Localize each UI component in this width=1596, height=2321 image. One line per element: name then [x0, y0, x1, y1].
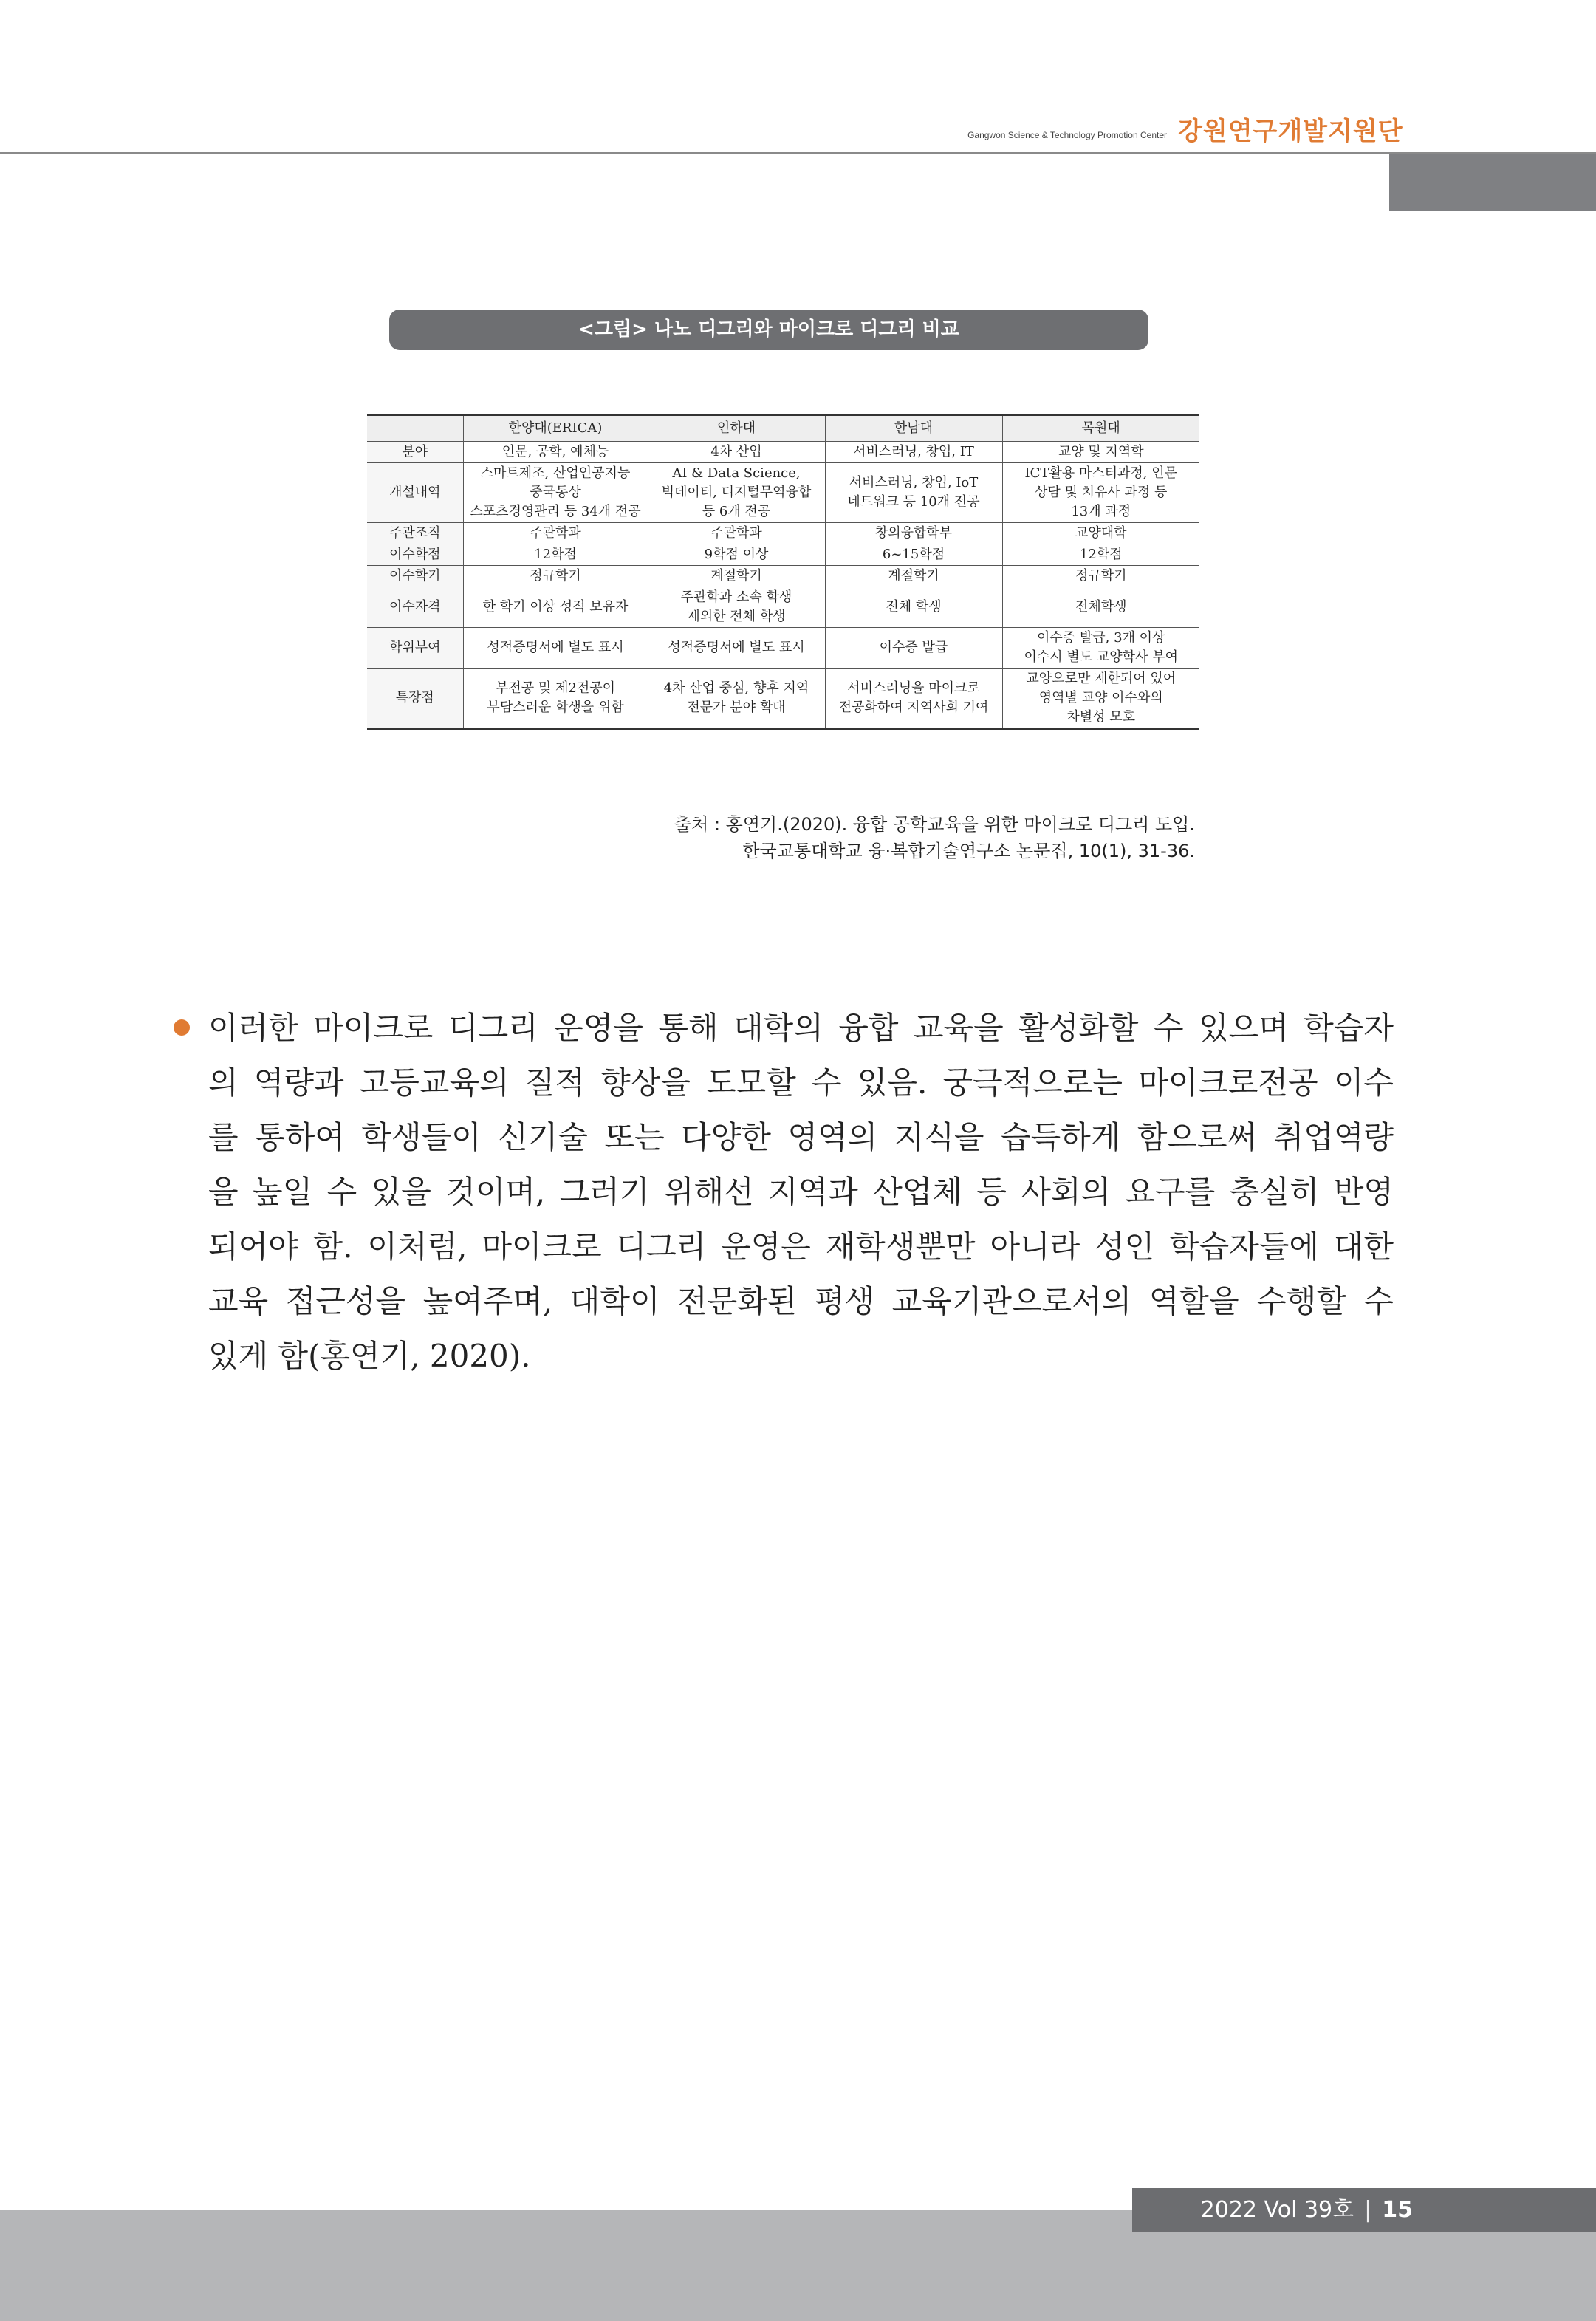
- header-divider: [0, 152, 1596, 154]
- table-cell: 주관학과: [463, 523, 648, 544]
- table-row-label: 분야: [367, 442, 463, 463]
- table-row: [367, 523, 1199, 544]
- table-cell: 주관학과: [648, 523, 825, 544]
- paragraph-line: 이러한 마이크로 디그리 운영을 통해 대학의 융합 교육을 활성화할 수 있으며 학습자: [208, 1010, 1394, 1046]
- paragraph-line: 의 역량과 고등교육의 질적 향상을 도모할 수 있음. 궁극적으로는 마이크로전공 이수: [208, 1064, 1394, 1101]
- table-cell: 12학점: [1002, 544, 1199, 566]
- table-row: [367, 544, 1199, 566]
- table-cell: 4차 산업: [648, 442, 825, 463]
- bullet-icon: [174, 1019, 190, 1036]
- table-cell: 정규학기: [1002, 566, 1199, 587]
- table-cell: 전체 학생: [825, 587, 1002, 628]
- table-row: [367, 463, 1199, 523]
- table-cell: 창의융합학부: [825, 523, 1002, 544]
- paragraph-line: 을 높일 수 있을 것이며, 그러기 위해선 지역과 산업체 등 사회의 요구를 충실히 반영: [208, 1174, 1394, 1210]
- table-cell: 12학점: [463, 544, 648, 566]
- table-header-cell: 인하대: [648, 415, 825, 442]
- table-cell: 주관학과 소속 학생 제외한 전체 학생: [648, 587, 825, 628]
- table-cell: 서비스러닝, 창업, IT: [825, 442, 1002, 463]
- footer-separator: |: [1364, 2197, 1372, 2223]
- table-row-label: 학위부여: [367, 628, 463, 669]
- table-header-row: [367, 415, 1199, 442]
- table-cell: 계절학기: [648, 566, 825, 587]
- table-cell: 이수증 발급: [825, 628, 1002, 669]
- table-cell: 9학점 이상: [648, 544, 825, 566]
- header-org-name-en: Gangwon Science & Technology Promotion Center: [967, 130, 1167, 140]
- table-header-cell: 목원대: [1002, 415, 1199, 442]
- comparison-table: [367, 414, 1199, 730]
- table-cell: 서비스러닝, 창업, IoT 네트워크 등 10개 전공: [825, 463, 1002, 523]
- table-row-label: 이수학점: [367, 544, 463, 566]
- header-org-name-ko: 강원연구개발지원단: [1178, 117, 1403, 146]
- table-cell: ICT활용 마스터과정, 인문 상담 및 치유사 과정 등 13개 과정: [1002, 463, 1199, 523]
- issue-label: 2022 Vol 39호: [1200, 2197, 1354, 2223]
- source-line: 한국교통대학교 융·복합기술연구소 논문집, 10(1), 31-36.: [742, 841, 1195, 861]
- table-cell: 계절학기: [825, 566, 1002, 587]
- body-paragraph: [208, 1001, 1394, 1384]
- table-row: [367, 442, 1199, 463]
- table-cell: 부전공 및 제2전공이 부담스러운 학생을 위함: [463, 669, 648, 729]
- table-row-label: 개설내역: [367, 463, 463, 523]
- table-cell: 6~15학점: [825, 544, 1002, 566]
- table-row-label: 이수학기: [367, 566, 463, 587]
- table-row-label: 주관조직: [367, 523, 463, 544]
- page-number: 15: [1382, 2197, 1413, 2223]
- paragraph-line: 있게 함(홍연기, 2020).: [208, 1338, 531, 1374]
- table-cell: 성적증명서에 별도 표시: [463, 628, 648, 669]
- table-cell: 성적증명서에 별도 표시: [648, 628, 825, 669]
- table-cell: 서비스러닝을 마이크로 전공화하여 지역사회 기여: [825, 669, 1002, 729]
- table-row: [367, 566, 1199, 587]
- table-cell: 전체학생: [1002, 587, 1199, 628]
- table-cell: 4차 산업 중심, 향후 지역 전문가 분야 확대: [648, 669, 825, 729]
- table-cell: 정규학기: [463, 566, 648, 587]
- table-cell: AI & Data Science, 빅데이터, 디지털무역융합 등 6개 전공: [648, 463, 825, 523]
- table-cell: 한 학기 이상 성적 보유자: [463, 587, 648, 628]
- table-cell: 교양으로만 제한되어 있어 영역별 교양 이수와의 차별성 모호: [1002, 669, 1199, 729]
- table-header-cell: 한남대: [825, 415, 1002, 442]
- table-header-cell: [367, 415, 463, 442]
- source-line: 출처 : 홍연기.(2020). 융합 공학교육을 위한 마이크로 디그리 도입.: [674, 814, 1195, 835]
- figure-source: [665, 811, 1195, 864]
- table-cell: 이수증 발급, 3개 이상 이수시 별도 교양학사 부여: [1002, 628, 1199, 669]
- table-cell: 교양대학: [1002, 523, 1199, 544]
- paragraph-line: 교육 접근성을 높여주며, 대학이 전문화된 평생 교육기관으로서의 역할을 수행할 수: [208, 1283, 1394, 1319]
- table-row-label: 특장점: [367, 669, 463, 729]
- table-row: [367, 628, 1199, 669]
- table-row: [367, 669, 1199, 729]
- table-cell: 스마트제조, 산업인공지능 중국통상 스포츠경영관리 등 34개 전공: [463, 463, 648, 523]
- paragraph-line: 되어야 함. 이처럼, 마이크로 디그리 운영은 재학생뿐만 아니라 성인 학습자들에 대한: [208, 1228, 1394, 1265]
- paragraph-line: 를 통하여 학생들이 신기술 또는 다양한 영역의 지식을 습득하게 함으로써 취업역량: [208, 1119, 1394, 1155]
- table-cell: 교양 및 지역학: [1002, 442, 1199, 463]
- table-row-label: 이수자격: [367, 587, 463, 628]
- header-tab-block: [1389, 154, 1596, 211]
- table-cell: 인문, 공학, 예체능: [463, 442, 648, 463]
- figure-caption: <그림> 나노 디그리와 마이크로 디그리 비교: [389, 310, 1148, 350]
- table-header-cell: 한양대(ERICA): [463, 415, 648, 442]
- table-row: [367, 587, 1199, 628]
- footer-page-info: [1132, 2188, 1413, 2232]
